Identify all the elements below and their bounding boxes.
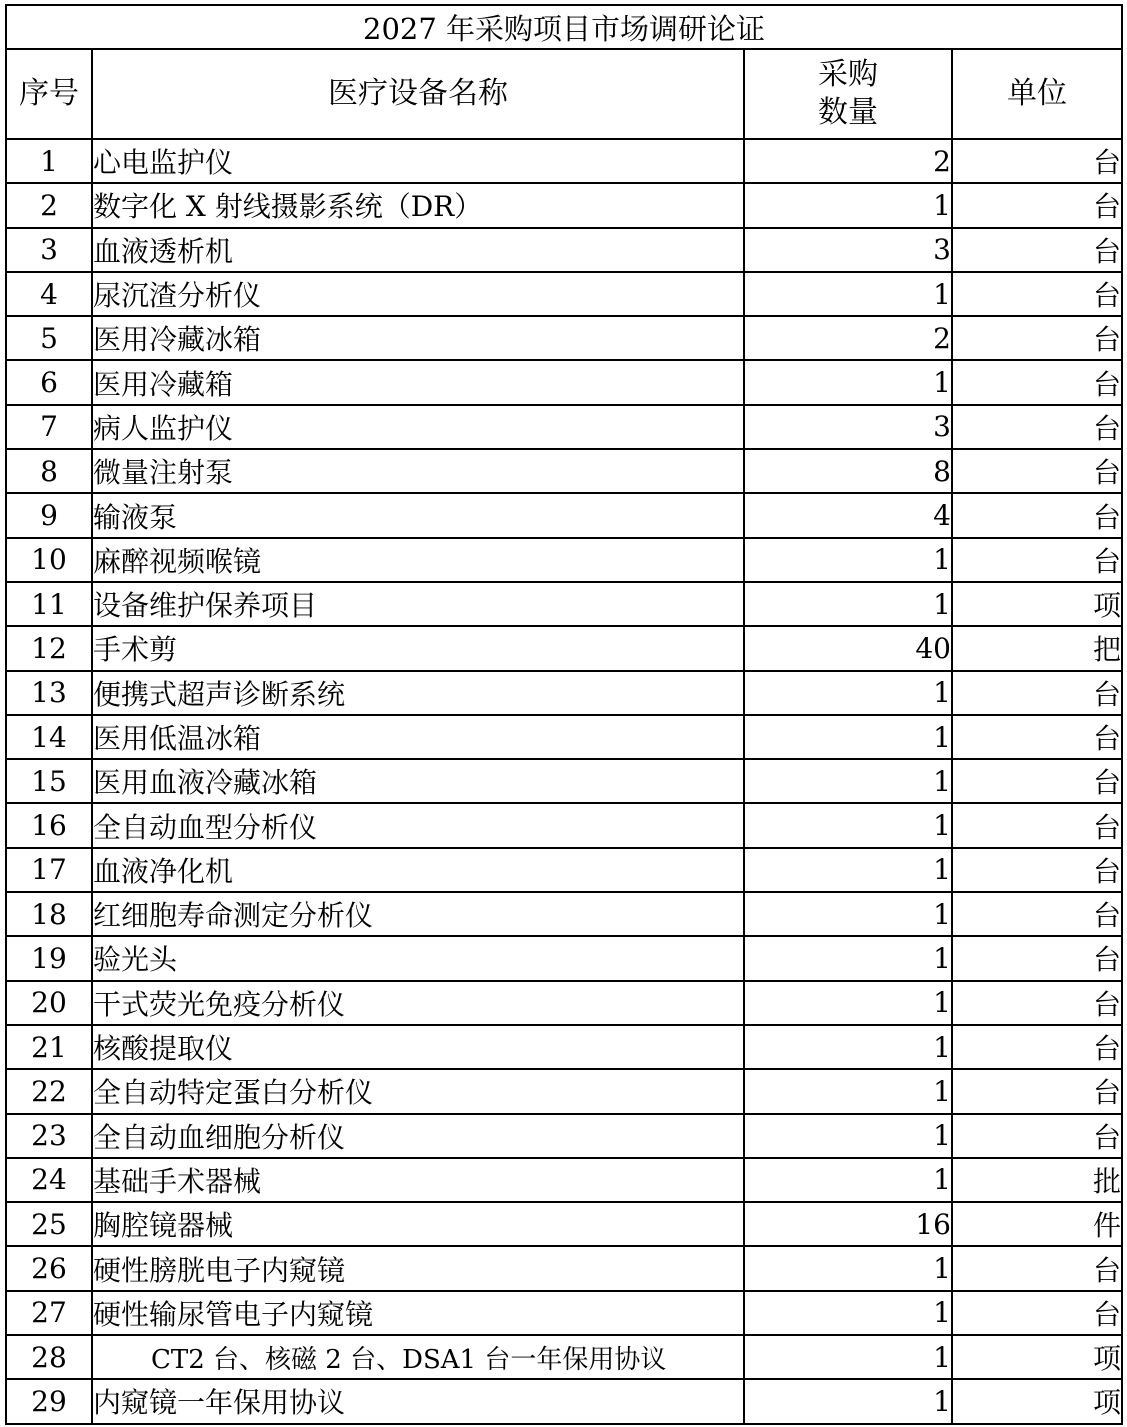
row-quantity: 1 — [744, 848, 952, 892]
row-unit: 台 — [952, 1291, 1122, 1335]
row-serial-number: 27 — [6, 1291, 92, 1335]
row-unit: 台 — [952, 1246, 1122, 1290]
row-serial-number: 24 — [6, 1158, 92, 1202]
row-quantity: 4 — [744, 493, 952, 537]
row-device-name: 医用低温冰箱 — [92, 715, 744, 759]
table-row — [6, 936, 1122, 980]
row-unit: 台 — [952, 405, 1122, 449]
row-unit: 台 — [952, 1069, 1122, 1113]
row-quantity: 1 — [744, 715, 952, 759]
row-quantity: 8 — [744, 449, 952, 493]
row-device-name: 干式荧光免疫分析仪 — [92, 981, 744, 1025]
row-serial-number: 9 — [6, 493, 92, 537]
row-unit: 台 — [952, 316, 1122, 360]
row-quantity: 3 — [744, 405, 952, 449]
table-row — [6, 449, 1122, 493]
header-unit: 单位 — [952, 49, 1122, 139]
row-quantity: 1 — [744, 183, 952, 227]
row-unit: 台 — [952, 715, 1122, 759]
row-quantity: 3 — [744, 228, 952, 272]
row-unit: 台 — [952, 538, 1122, 582]
row-device-name: 病人监护仪 — [92, 405, 744, 449]
row-quantity: 1 — [744, 1025, 952, 1069]
row-device-name: 医用血液冷藏冰箱 — [92, 759, 744, 803]
table-row — [6, 848, 1122, 892]
row-quantity: 2 — [744, 316, 952, 360]
row-serial-number: 3 — [6, 228, 92, 272]
row-serial-number: 10 — [6, 538, 92, 582]
row-quantity: 1 — [744, 1291, 952, 1335]
row-unit: 台 — [952, 848, 1122, 892]
row-device-name: 硬性膀胱电子内窥镜 — [92, 1246, 744, 1290]
row-quantity: 1 — [744, 582, 952, 626]
row-unit: 台 — [952, 139, 1122, 183]
table-row — [6, 228, 1122, 272]
row-quantity: 1 — [744, 1335, 952, 1379]
table-row — [6, 715, 1122, 759]
row-quantity: 1 — [744, 671, 952, 715]
row-serial-number: 12 — [6, 626, 92, 670]
row-quantity: 1 — [744, 892, 952, 936]
row-quantity: 1 — [744, 1069, 952, 1113]
table-row — [6, 1291, 1122, 1335]
row-quantity: 1 — [744, 936, 952, 980]
row-unit: 台 — [952, 981, 1122, 1025]
row-device-name: 便携式超声诊断系统 — [92, 671, 744, 715]
table-row — [6, 1025, 1122, 1069]
row-device-name: 尿沉渣分析仪 — [92, 272, 744, 316]
row-quantity: 1 — [744, 1114, 952, 1158]
row-quantity: 1 — [744, 1379, 952, 1423]
row-device-name: 红细胞寿命测定分析仪 — [92, 892, 744, 936]
row-device-name: 数字化 X 射线摄影系统（DR） — [92, 183, 744, 227]
row-quantity: 1 — [744, 360, 952, 404]
row-unit: 把 — [952, 626, 1122, 670]
row-quantity: 16 — [744, 1202, 952, 1246]
row-device-name: 医用冷藏箱 — [92, 360, 744, 404]
table-row — [6, 981, 1122, 1025]
row-serial-number: 18 — [6, 892, 92, 936]
table-row — [6, 1158, 1122, 1202]
table-row — [6, 1069, 1122, 1113]
row-serial-number: 8 — [6, 449, 92, 493]
table-row — [6, 1379, 1122, 1423]
row-device-name: 全自动血型分析仪 — [92, 803, 744, 847]
table-row — [6, 892, 1122, 936]
row-serial-number: 29 — [6, 1379, 92, 1423]
row-unit: 台 — [952, 449, 1122, 493]
row-unit: 批 — [952, 1158, 1122, 1202]
row-unit: 台 — [952, 1114, 1122, 1158]
row-unit: 台 — [952, 671, 1122, 715]
table-row — [6, 360, 1122, 404]
row-device-name: 基础手术器械 — [92, 1158, 744, 1202]
header-device-name: 医疗设备名称 — [92, 49, 744, 139]
row-unit: 台 — [952, 272, 1122, 316]
row-serial-number: 26 — [6, 1246, 92, 1290]
header-serial-number: 序号 — [6, 49, 92, 139]
header-row — [6, 49, 1122, 139]
row-unit: 台 — [952, 360, 1122, 404]
row-serial-number: 14 — [6, 715, 92, 759]
row-device-name: CT2 台、核磁 2 台、DSA1 台一年保用协议 — [92, 1335, 744, 1379]
row-quantity: 40 — [744, 626, 952, 670]
header-quantity — [744, 49, 952, 139]
table-row — [6, 803, 1122, 847]
header-quantity-line2: 数量 — [818, 95, 878, 130]
row-unit: 台 — [952, 493, 1122, 537]
table-row — [6, 1335, 1122, 1379]
row-unit: 台 — [952, 803, 1122, 847]
row-quantity: 1 — [744, 538, 952, 582]
table-row — [6, 1114, 1122, 1158]
row-serial-number: 22 — [6, 1069, 92, 1113]
row-serial-number: 15 — [6, 759, 92, 803]
table-row — [6, 759, 1122, 803]
row-unit: 项 — [952, 1335, 1122, 1379]
row-unit: 台 — [952, 1025, 1122, 1069]
row-device-name: 输液泵 — [92, 493, 744, 537]
row-unit: 台 — [952, 759, 1122, 803]
row-serial-number: 13 — [6, 671, 92, 715]
row-serial-number: 25 — [6, 1202, 92, 1246]
row-device-name: 手术剪 — [92, 626, 744, 670]
row-device-name: 麻醉视频喉镜 — [92, 538, 744, 582]
row-device-name: 硬性输尿管电子内窥镜 — [92, 1291, 744, 1335]
header-quantity-line1: 采购 — [818, 57, 878, 92]
row-serial-number: 23 — [6, 1114, 92, 1158]
row-device-name: 血液透析机 — [92, 228, 744, 272]
table-row — [6, 671, 1122, 715]
row-serial-number: 7 — [6, 405, 92, 449]
table-body — [6, 139, 1122, 1424]
row-device-name: 验光头 — [92, 936, 744, 980]
table-row — [6, 316, 1122, 360]
title-row — [6, 5, 1122, 49]
row-quantity: 1 — [744, 803, 952, 847]
row-device-name: 心电监护仪 — [92, 139, 744, 183]
table-row — [6, 272, 1122, 316]
table-row — [6, 582, 1122, 626]
table-row — [6, 538, 1122, 582]
row-serial-number: 21 — [6, 1025, 92, 1069]
row-serial-number: 5 — [6, 316, 92, 360]
row-device-name: 核酸提取仪 — [92, 1025, 744, 1069]
row-device-name: 医用冷藏冰箱 — [92, 316, 744, 360]
row-device-name: 设备维护保养项目 — [92, 582, 744, 626]
row-unit: 台 — [952, 892, 1122, 936]
table-row — [6, 493, 1122, 537]
table-row — [6, 1202, 1122, 1246]
row-serial-number: 17 — [6, 848, 92, 892]
row-quantity: 1 — [744, 1158, 952, 1202]
row-unit: 台 — [952, 228, 1122, 272]
row-quantity: 1 — [744, 759, 952, 803]
procurement-table — [5, 4, 1123, 1425]
row-serial-number: 4 — [6, 272, 92, 316]
row-quantity: 1 — [744, 272, 952, 316]
row-serial-number: 2 — [6, 183, 92, 227]
table-row — [6, 139, 1122, 183]
table-row — [6, 1246, 1122, 1290]
row-quantity: 1 — [744, 981, 952, 1025]
row-unit: 项 — [952, 1379, 1122, 1423]
row-device-name: 全自动特定蛋白分析仪 — [92, 1069, 744, 1113]
row-serial-number: 11 — [6, 582, 92, 626]
row-serial-number: 19 — [6, 936, 92, 980]
row-unit: 项 — [952, 582, 1122, 626]
row-serial-number: 16 — [6, 803, 92, 847]
row-serial-number: 20 — [6, 981, 92, 1025]
table-row — [6, 626, 1122, 670]
row-device-name: 胸腔镜器械 — [92, 1202, 744, 1246]
row-unit: 件 — [952, 1202, 1122, 1246]
table-title: 2027 年采购项目市场调研论证 — [6, 5, 1122, 49]
row-serial-number: 6 — [6, 360, 92, 404]
table-row — [6, 183, 1122, 227]
table-row — [6, 405, 1122, 449]
row-device-name: 血液净化机 — [92, 848, 744, 892]
row-device-name: 内窥镜一年保用协议 — [92, 1379, 744, 1423]
row-quantity: 1 — [744, 1246, 952, 1290]
row-device-name: 微量注射泵 — [92, 449, 744, 493]
row-device-name: 全自动血细胞分析仪 — [92, 1114, 744, 1158]
row-serial-number: 28 — [6, 1335, 92, 1379]
row-unit: 台 — [952, 936, 1122, 980]
row-serial-number: 1 — [6, 139, 92, 183]
row-unit: 台 — [952, 183, 1122, 227]
row-quantity: 2 — [744, 139, 952, 183]
